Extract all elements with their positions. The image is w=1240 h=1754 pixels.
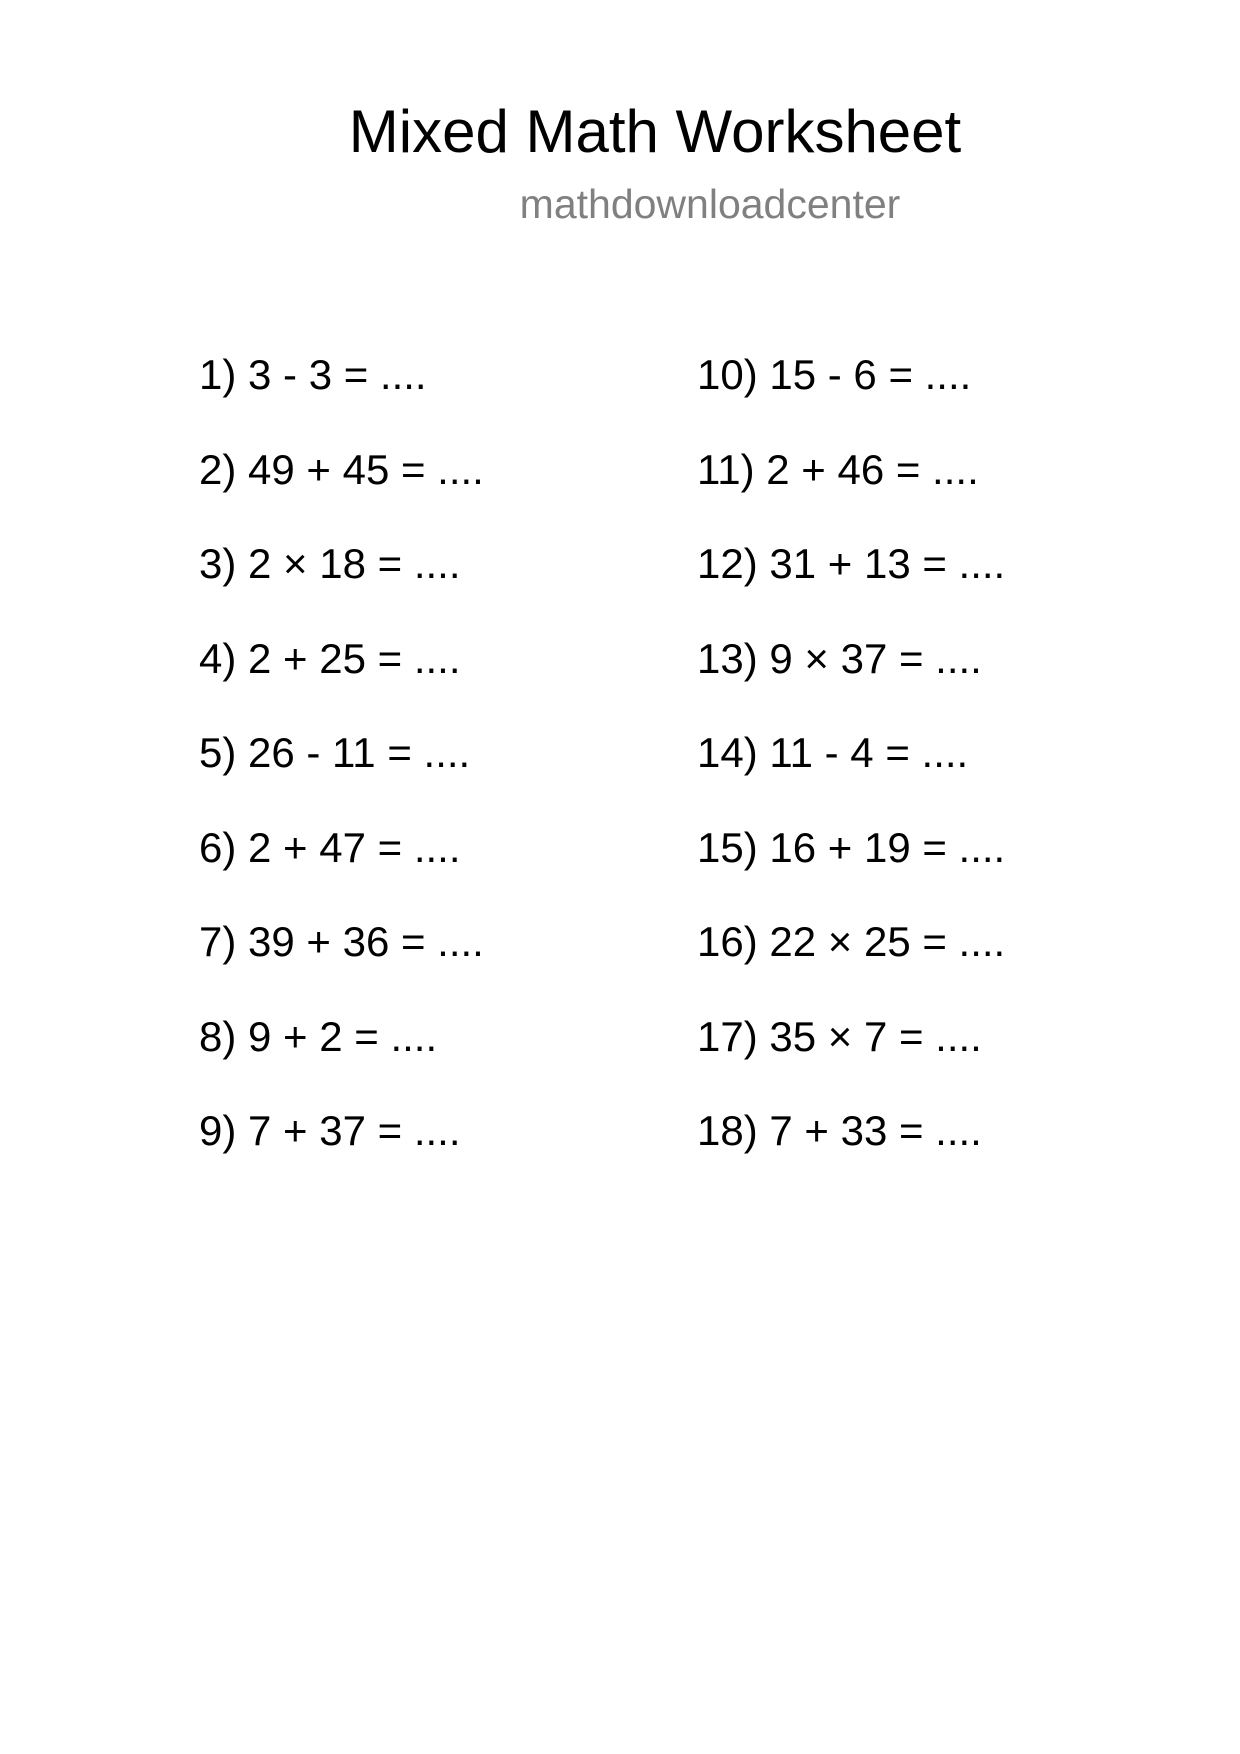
problem-14: 14) 11 - 4 = .... — [697, 729, 969, 776]
page-title: Mixed Math Worksheet — [348, 98, 962, 165]
problems-left-column — [199, 349, 484, 1200]
problem-1: 1) 3 - 3 = .... — [199, 351, 427, 398]
problem-5: 5) 26 - 11 = .... — [199, 729, 471, 776]
problem-3: 3) 2 × 18 = .... — [199, 540, 461, 587]
problem-2: 2) 49 + 45 = .... — [199, 445, 484, 493]
problem-15: 15) 16 + 19 = .... — [697, 823, 1006, 871]
problem-9: 9) 7 + 37 = .... — [199, 1107, 461, 1154]
problem-17: 17) 35 × 7 = .... — [697, 1012, 982, 1060]
problem-10: 10) 15 - 6 = .... — [697, 351, 972, 398]
problem-11: 11) 2 + 46 = .... — [697, 445, 979, 493]
problem-12: 12) 31 + 13 = .... — [697, 540, 1006, 587]
page-subtitle: mathdownloadcenter — [519, 181, 901, 227]
problem-18: 18) 7 + 33 = .... — [697, 1107, 982, 1154]
problem-13: 13) 9 × 37 = .... — [697, 634, 982, 682]
problem-4: 4) 2 + 25 = .... — [199, 634, 461, 682]
problem-7: 7) 39 + 36 = .... — [199, 918, 484, 965]
problem-8: 8) 9 + 2 = .... — [199, 1012, 438, 1060]
problem-16: 16) 22 × 25 = .... — [697, 918, 1006, 965]
problem-6: 6) 2 + 47 = .... — [199, 823, 461, 871]
problems-right-column — [697, 349, 1005, 1200]
